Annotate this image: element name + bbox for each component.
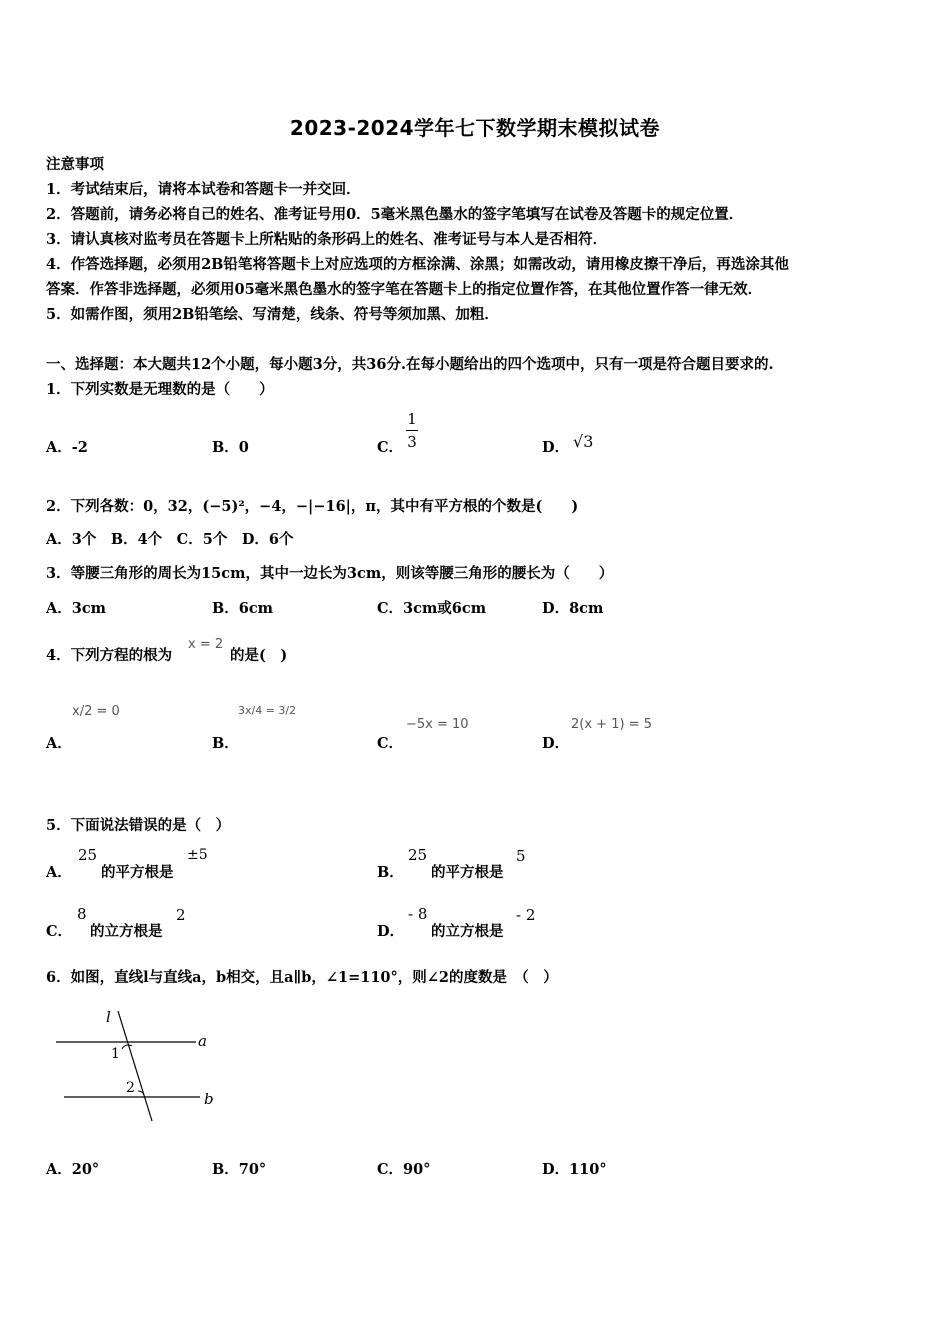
q5-option-c-label[interactable]: C． bbox=[46, 923, 73, 940]
q4-stem-pre: 4．下列方程的根为 bbox=[46, 647, 173, 664]
q5-option-d-num: - 8 bbox=[408, 905, 428, 923]
section-heading: 一、选择题：本大题共12个小题，每小题3分，共36分.在每小题给出的四个选项中，只有一项是符合题目要求的. bbox=[46, 356, 774, 373]
q3-stem: 3．等腰三角形的周长为15cm，其中一边长为3cm，则该等腰三角形的腰长为（ ） bbox=[46, 565, 614, 582]
q6-option-b[interactable]: B．70° bbox=[212, 1161, 267, 1178]
q5-option-a-num: 25 bbox=[78, 846, 98, 864]
angle-1-arc bbox=[122, 1045, 132, 1049]
q5-option-b-num: 25 bbox=[408, 846, 428, 864]
q5-option-b-label[interactable]: B． bbox=[377, 864, 404, 881]
q1-numerator: 1 bbox=[407, 410, 417, 428]
q5-option-b-val: 5 bbox=[516, 847, 526, 865]
parallel-lines-figure bbox=[50, 1005, 220, 1130]
q5-option-c-num: 8 bbox=[77, 905, 87, 923]
q1-option-b[interactable]: B．0 bbox=[212, 439, 249, 456]
q1-option-c[interactable]: C． bbox=[377, 439, 404, 456]
q5-stem: 5．下面说法错误的是（ ） bbox=[46, 817, 231, 834]
notice-item: 5．如需作图，须用2B铅笔绘、写清楚，线条、符号等须加黑、加粗． bbox=[46, 306, 499, 323]
q4-option-c-math: −5x = 10 bbox=[406, 717, 469, 732]
q4-option-d-math: 2(x + 1) = 5 bbox=[571, 717, 652, 732]
q5-option-d-text: 的立方根是 bbox=[431, 923, 504, 940]
q5-option-a-text: 的平方根是 bbox=[101, 864, 174, 881]
q2-options[interactable]: A．3个 B．4个 C．5个 D．6个 bbox=[46, 531, 294, 548]
label-a: a bbox=[198, 1032, 207, 1050]
q4-option-a-math: x/2 = 0 bbox=[72, 704, 120, 719]
notice-heading: 注意事项 bbox=[46, 156, 104, 173]
q3-option-d[interactable]: D．8cm bbox=[542, 600, 604, 617]
q5-option-a-label[interactable]: A． bbox=[46, 864, 72, 881]
q4-option-a[interactable]: A． bbox=[46, 735, 72, 752]
label-b: b bbox=[204, 1090, 214, 1108]
q1-stem: 1．下列实数是无理数的是（ ） bbox=[46, 381, 274, 398]
q6-stem: 6．如图，直线l与直线a，b相交，且a∥b，∠1=110°，则∠2的度数是 （ ） bbox=[46, 969, 558, 986]
q6-option-c[interactable]: C．90° bbox=[377, 1161, 431, 1178]
q4-stem-math: x = 2 bbox=[188, 637, 224, 652]
q5-option-d-val: - 2 bbox=[516, 906, 536, 924]
q2-stem: 2．下列各数：0，32，(−5)²，−4，−|−16|，π，其中有平方根的个数是( ) bbox=[46, 498, 579, 515]
q4-option-b-math: 3x/4 = 3/2 bbox=[238, 704, 297, 717]
q3-option-c[interactable]: C．3cm或6cm bbox=[377, 600, 487, 617]
line-l bbox=[118, 1011, 152, 1121]
q1-denominator: 3 bbox=[407, 433, 417, 451]
label-angle-2: 2 bbox=[126, 1080, 135, 1096]
q4-option-d[interactable]: D． bbox=[542, 735, 570, 752]
label-l: l bbox=[106, 1008, 111, 1026]
notice-item: 4．作答选择题，必须用2B铅笔将答题卡上对应选项的方框涂满、涂黑；如需改动，请用橡皮擦干净后，再选涂其他 bbox=[46, 256, 789, 273]
q4-option-b[interactable]: B． bbox=[212, 735, 239, 752]
q5-option-c-val: 2 bbox=[176, 906, 186, 924]
q6-option-a[interactable]: A．20° bbox=[46, 1161, 100, 1178]
q1-fraction bbox=[406, 410, 418, 451]
q1-sqrt3: √3 bbox=[573, 432, 594, 451]
q5-option-b-text: 的平方根是 bbox=[431, 864, 504, 881]
label-angle-1: 1 bbox=[111, 1046, 120, 1062]
q1-option-a[interactable]: A．-2 bbox=[46, 439, 88, 456]
q3-option-a[interactable]: A．3cm bbox=[46, 600, 107, 617]
page-title: 2023-2024学年七下数学期末模拟试卷 bbox=[289, 116, 661, 140]
q5-option-d-label[interactable]: D． bbox=[377, 923, 405, 940]
notice-item: 1．考试结束后，请将本试卷和答题卡一并交回． bbox=[46, 181, 361, 198]
q4-stem-post: 的是( ) bbox=[230, 647, 288, 664]
q4-option-c[interactable]: C． bbox=[377, 735, 404, 752]
notice-item: 答案．作答非选择题，必须用05毫米黑色墨水的签字笔在答题卡上的指定位置作答，在其他位置作答一律无效． bbox=[46, 281, 763, 298]
q1-option-d[interactable]: D． bbox=[542, 439, 570, 456]
q5-option-a-val: ±5 bbox=[187, 847, 208, 863]
q6-option-d[interactable]: D．110° bbox=[542, 1161, 607, 1178]
q3-option-b[interactable]: B．6cm bbox=[212, 600, 274, 617]
notice-item: 2．答题前，请务必将自己的姓名、准考证号用0．5毫米黑色墨水的签字笔填写在试卷及答题卡的规定位置． bbox=[46, 206, 744, 223]
notice-item: 3．请认真核对监考员在答题卡上所粘贴的条形码上的姓名、准考证号与本人是否相符． bbox=[46, 231, 608, 248]
q5-option-c-text: 的立方根是 bbox=[90, 923, 163, 940]
